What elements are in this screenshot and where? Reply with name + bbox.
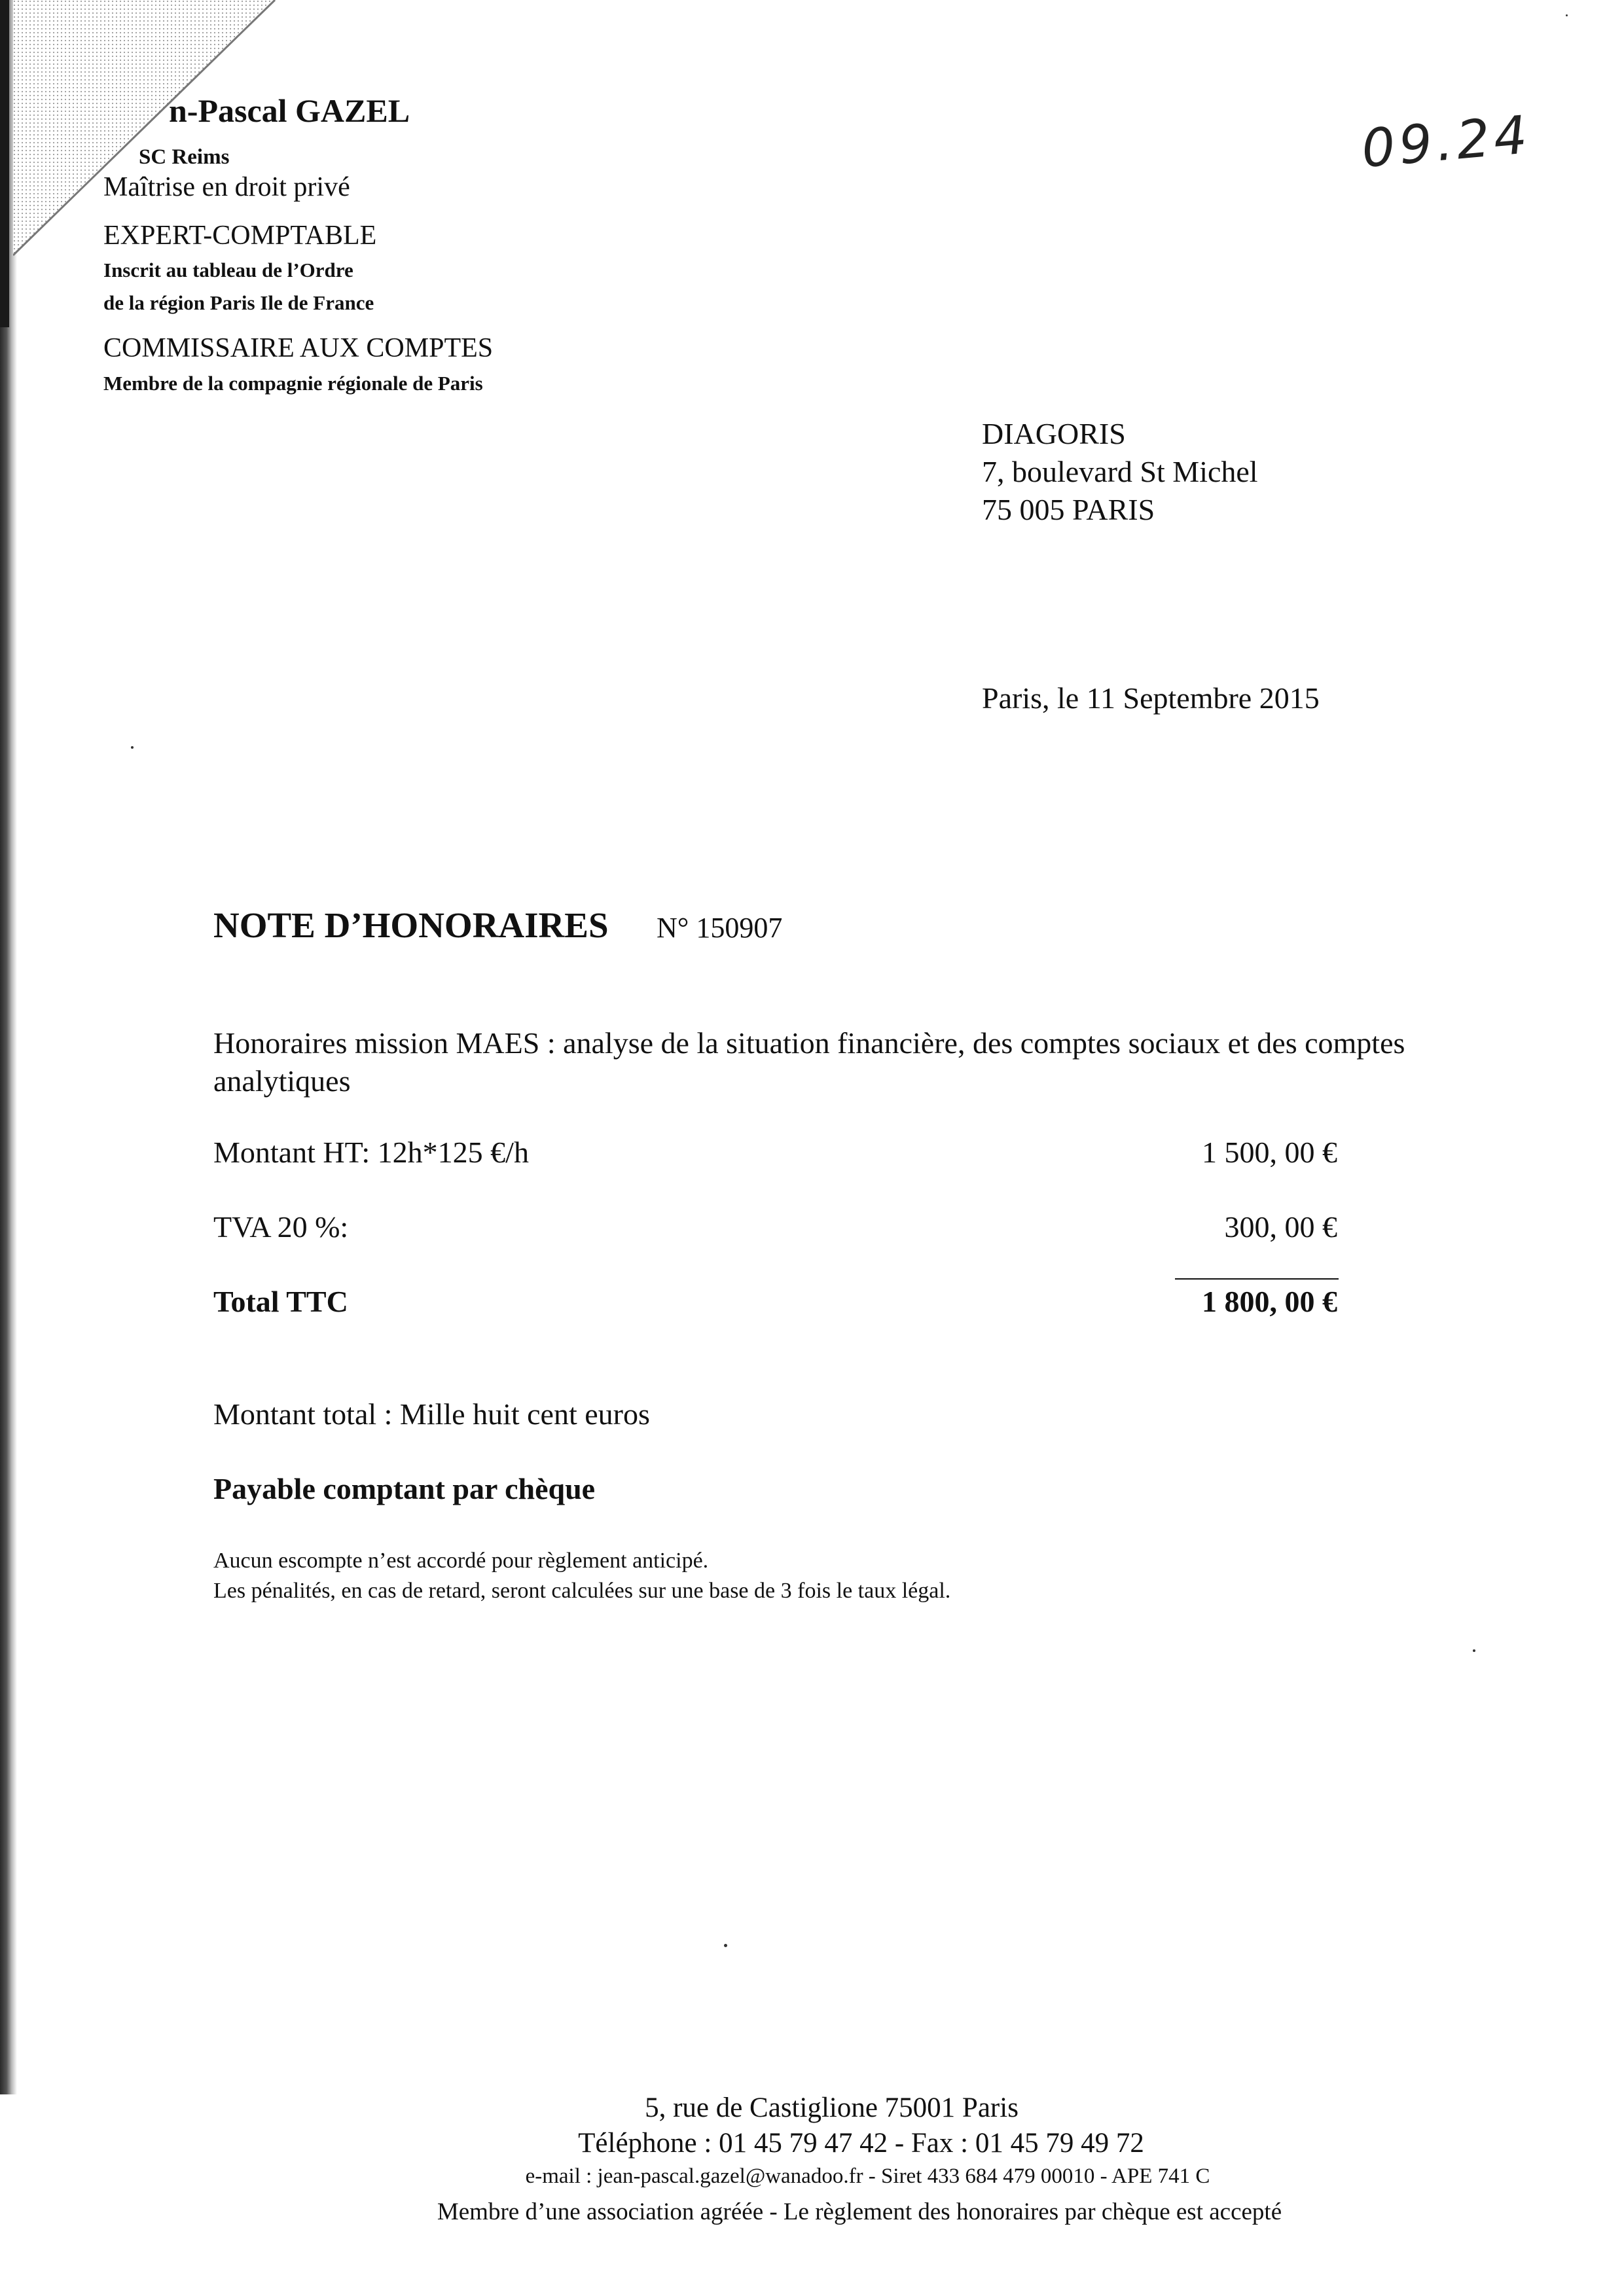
footer-membership: Membre d’une association agréée - Le règlement des honoraires par chèque est accepté <box>437 2198 1282 2225</box>
recipient-city: 75 005 PARIS <box>982 493 1155 526</box>
role-expert-comptable: EXPERT-COMPTABLE <box>103 221 377 251</box>
date-line: Paris, le 11 Septembre 2015 <box>982 681 1320 715</box>
scan-speck <box>1566 14 1568 16</box>
payment-terms: Payable comptant par chèque <box>213 1472 596 1505</box>
invoice-title: NOTE D’HONORAIRES <box>213 905 609 945</box>
accountant-name: n-Pascal GAZEL <box>169 92 410 129</box>
invoice-number: N° 150907 <box>657 912 783 944</box>
line-amount-ht: 1 500, 00 € <box>1202 1136 1337 1169</box>
sum-rule <box>1175 1278 1339 1280</box>
role-commissaire: COMMISSAIRE AUX COMPTES <box>103 333 494 363</box>
line-label-ht: Montant HT: 12h*125 €/h <box>213 1136 529 1169</box>
degree-line: Maîtrise en droit privé <box>103 172 350 202</box>
recipient-street: 7, boulevard St Michel <box>982 455 1258 488</box>
scan-left-shadow <box>0 0 9 327</box>
notice-discount: Aucun escompte n’est accordé pour règlement anticipé. <box>213 1549 709 1573</box>
scan-speck <box>724 1944 727 1947</box>
handwritten-reference: 09.24 <box>1359 103 1534 180</box>
invoice-description: Honoraires mission MAES : analyse de la situation financière, des comptes sociaux et des comptes analytiques <box>213 1026 1405 1098</box>
total-in-words: Montant total : Mille huit cent euros <box>213 1397 650 1431</box>
notice-penalties: Les pénalités, en cas de retard, seront calculées sur une base de 3 fois le taux légal. <box>213 1579 951 1603</box>
footer-phones: Téléphone : 01 45 79 47 42 - Fax : 01 45 79 49 72 <box>578 2128 1144 2159</box>
line-amount-tva: 300, 00 € <box>1224 1210 1337 1244</box>
line-label-total: Total TTC <box>213 1285 348 1318</box>
scan-speck <box>131 746 134 749</box>
footer-contact: e-mail : jean-pascal.gazel@wanadoo.fr - Siret 433 684 479 00010 - APE 741 C <box>525 2164 1210 2188</box>
footer-address: 5, rue de Castiglione 75001 Paris <box>645 2092 1019 2123</box>
recipient-company: DIAGORIS <box>982 417 1126 450</box>
scan-speck <box>1473 1649 1475 1652</box>
registration-line-1: Inscrit au tableau de l’Ordre <box>103 259 353 281</box>
school-line: SC Reims <box>139 145 230 169</box>
registration-line-2: de la région Paris Ile de France <box>103 291 374 314</box>
registration-line-3: Membre de la compagnie régionale de Paris <box>103 372 483 395</box>
line-amount-total: 1 800, 00 € <box>1202 1285 1337 1318</box>
line-label-tva: TVA 20 %: <box>213 1210 349 1244</box>
